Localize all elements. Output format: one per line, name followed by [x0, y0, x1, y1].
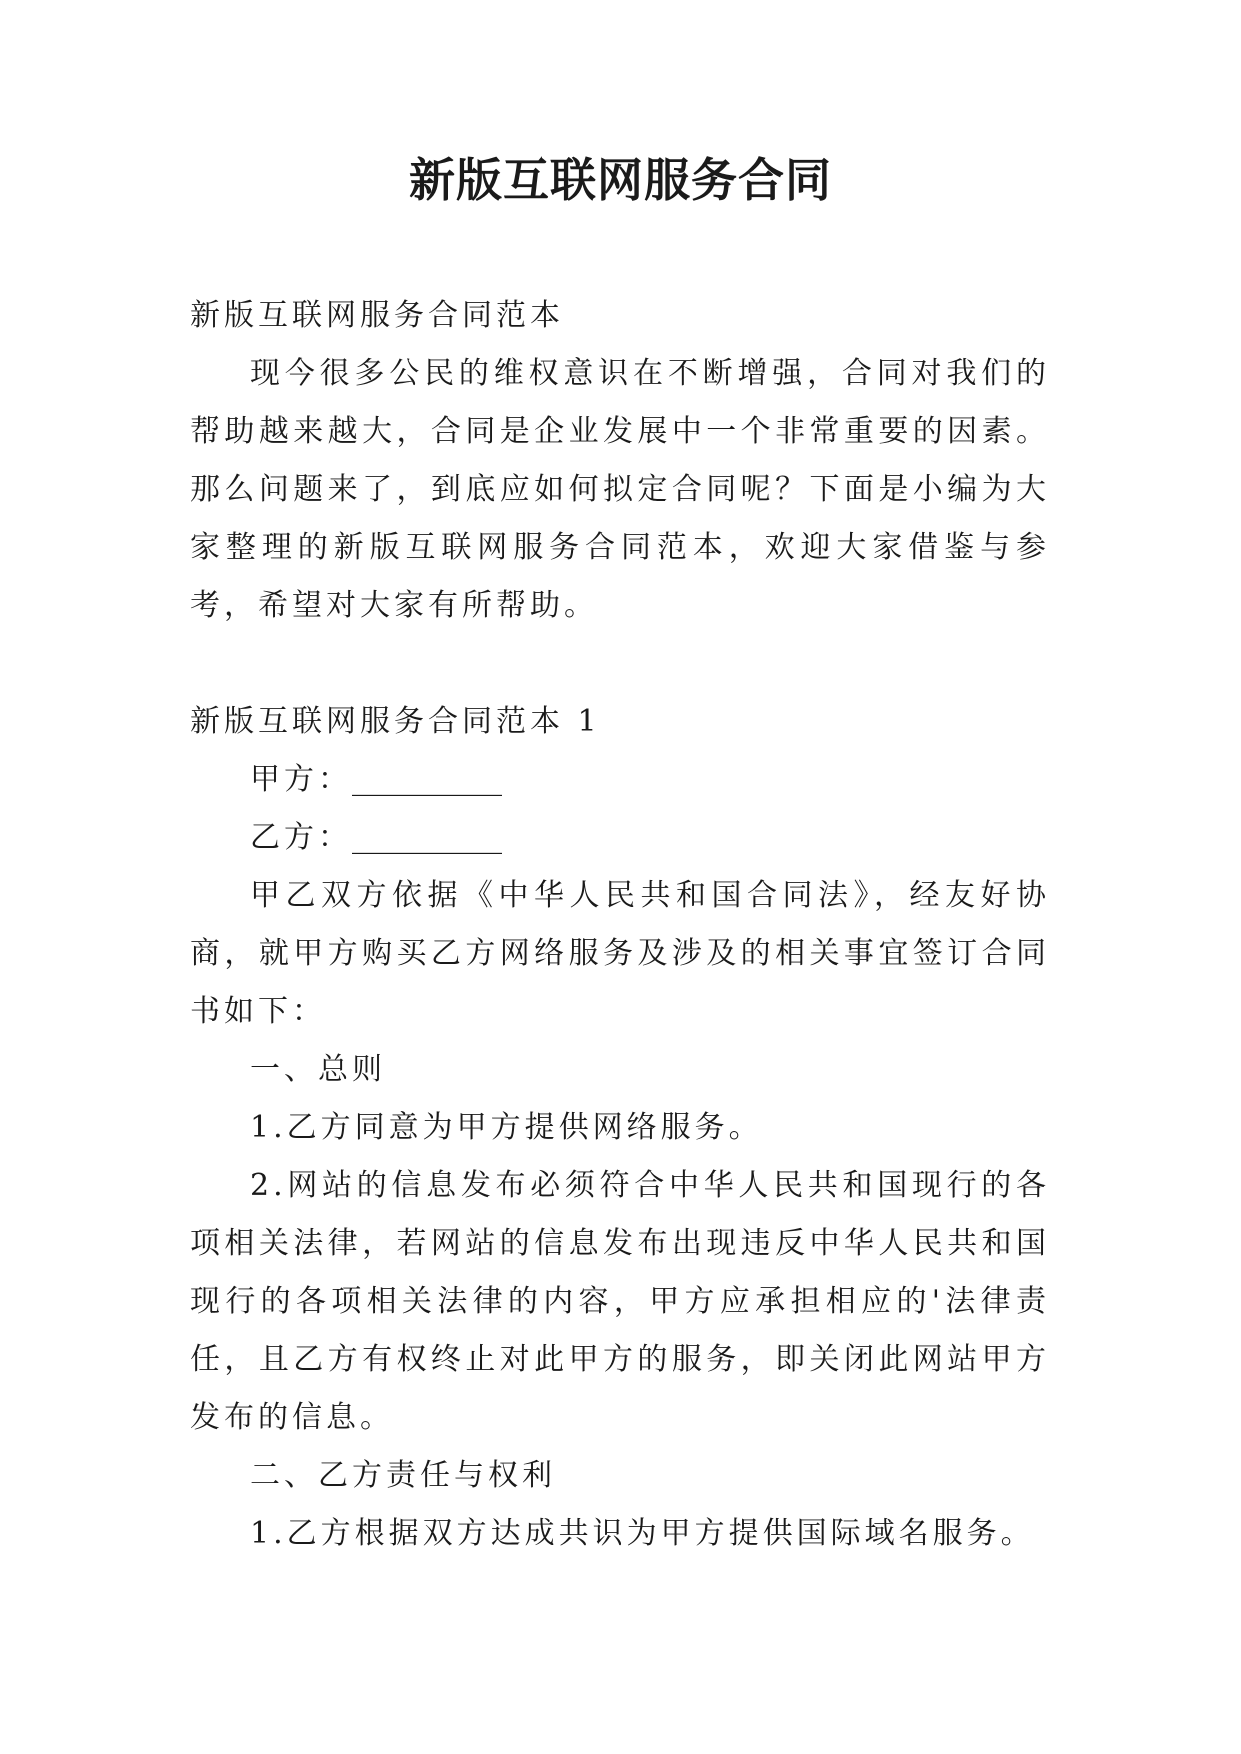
heading-general: 一、总则	[250, 1052, 386, 1087]
heading-party-b-duties: 二、乙方责任与权利	[250, 1458, 556, 1493]
section-title: 新版互联网服务合同范本 1	[190, 704, 601, 739]
document-body	[190, 287, 1050, 1563]
party-b-line	[190, 809, 1050, 867]
document-subtitle: 新版互联网服务合同范本	[190, 298, 564, 333]
clause-2-1: 1.乙方根据双方达成共识为甲方提供国际域名服务。	[250, 1516, 1035, 1551]
document-title: 新版互联网服务合同	[409, 153, 832, 207]
intro-paragraph: 现今很多公民的维权意识在不断增强，合同对我们的帮助越来越大，合同是企业发展中一个非常重要的因素。那么问题来了，到底应如何拟定合同呢？下面是小编为大家整理的新版互联网服务合同范本，欢迎大家借鉴与参考，希望对大家有所帮助。	[190, 356, 1050, 623]
party-b-blank: __________	[352, 820, 502, 855]
clause-1-1: 1.乙方同意为甲方提供网络服务。	[250, 1110, 763, 1145]
preamble-paragraph: 甲乙双方依据《中华人民共和国合同法》，经友好协商，就甲方购买乙方网络服务及涉及的相关事宜签订合同书如下：	[190, 878, 1050, 1029]
party-a-blank: __________	[352, 762, 502, 797]
party-a-label: 甲方：	[250, 762, 352, 797]
paragraph-spacer	[190, 635, 1050, 693]
party-a-line	[190, 751, 1050, 809]
clause-1-2: 2.网站的信息发布必须符合中华人民共和国现行的各项相关法律，若网站的信息发布出现违反中华人民共和国现行的各项相关法律的内容，甲方应承担相应的'法律责任，且乙方有权终止对此甲方的服务，即关闭此网站甲方发布的信息。	[190, 1168, 1050, 1435]
party-b-label: 乙方：	[250, 820, 352, 855]
